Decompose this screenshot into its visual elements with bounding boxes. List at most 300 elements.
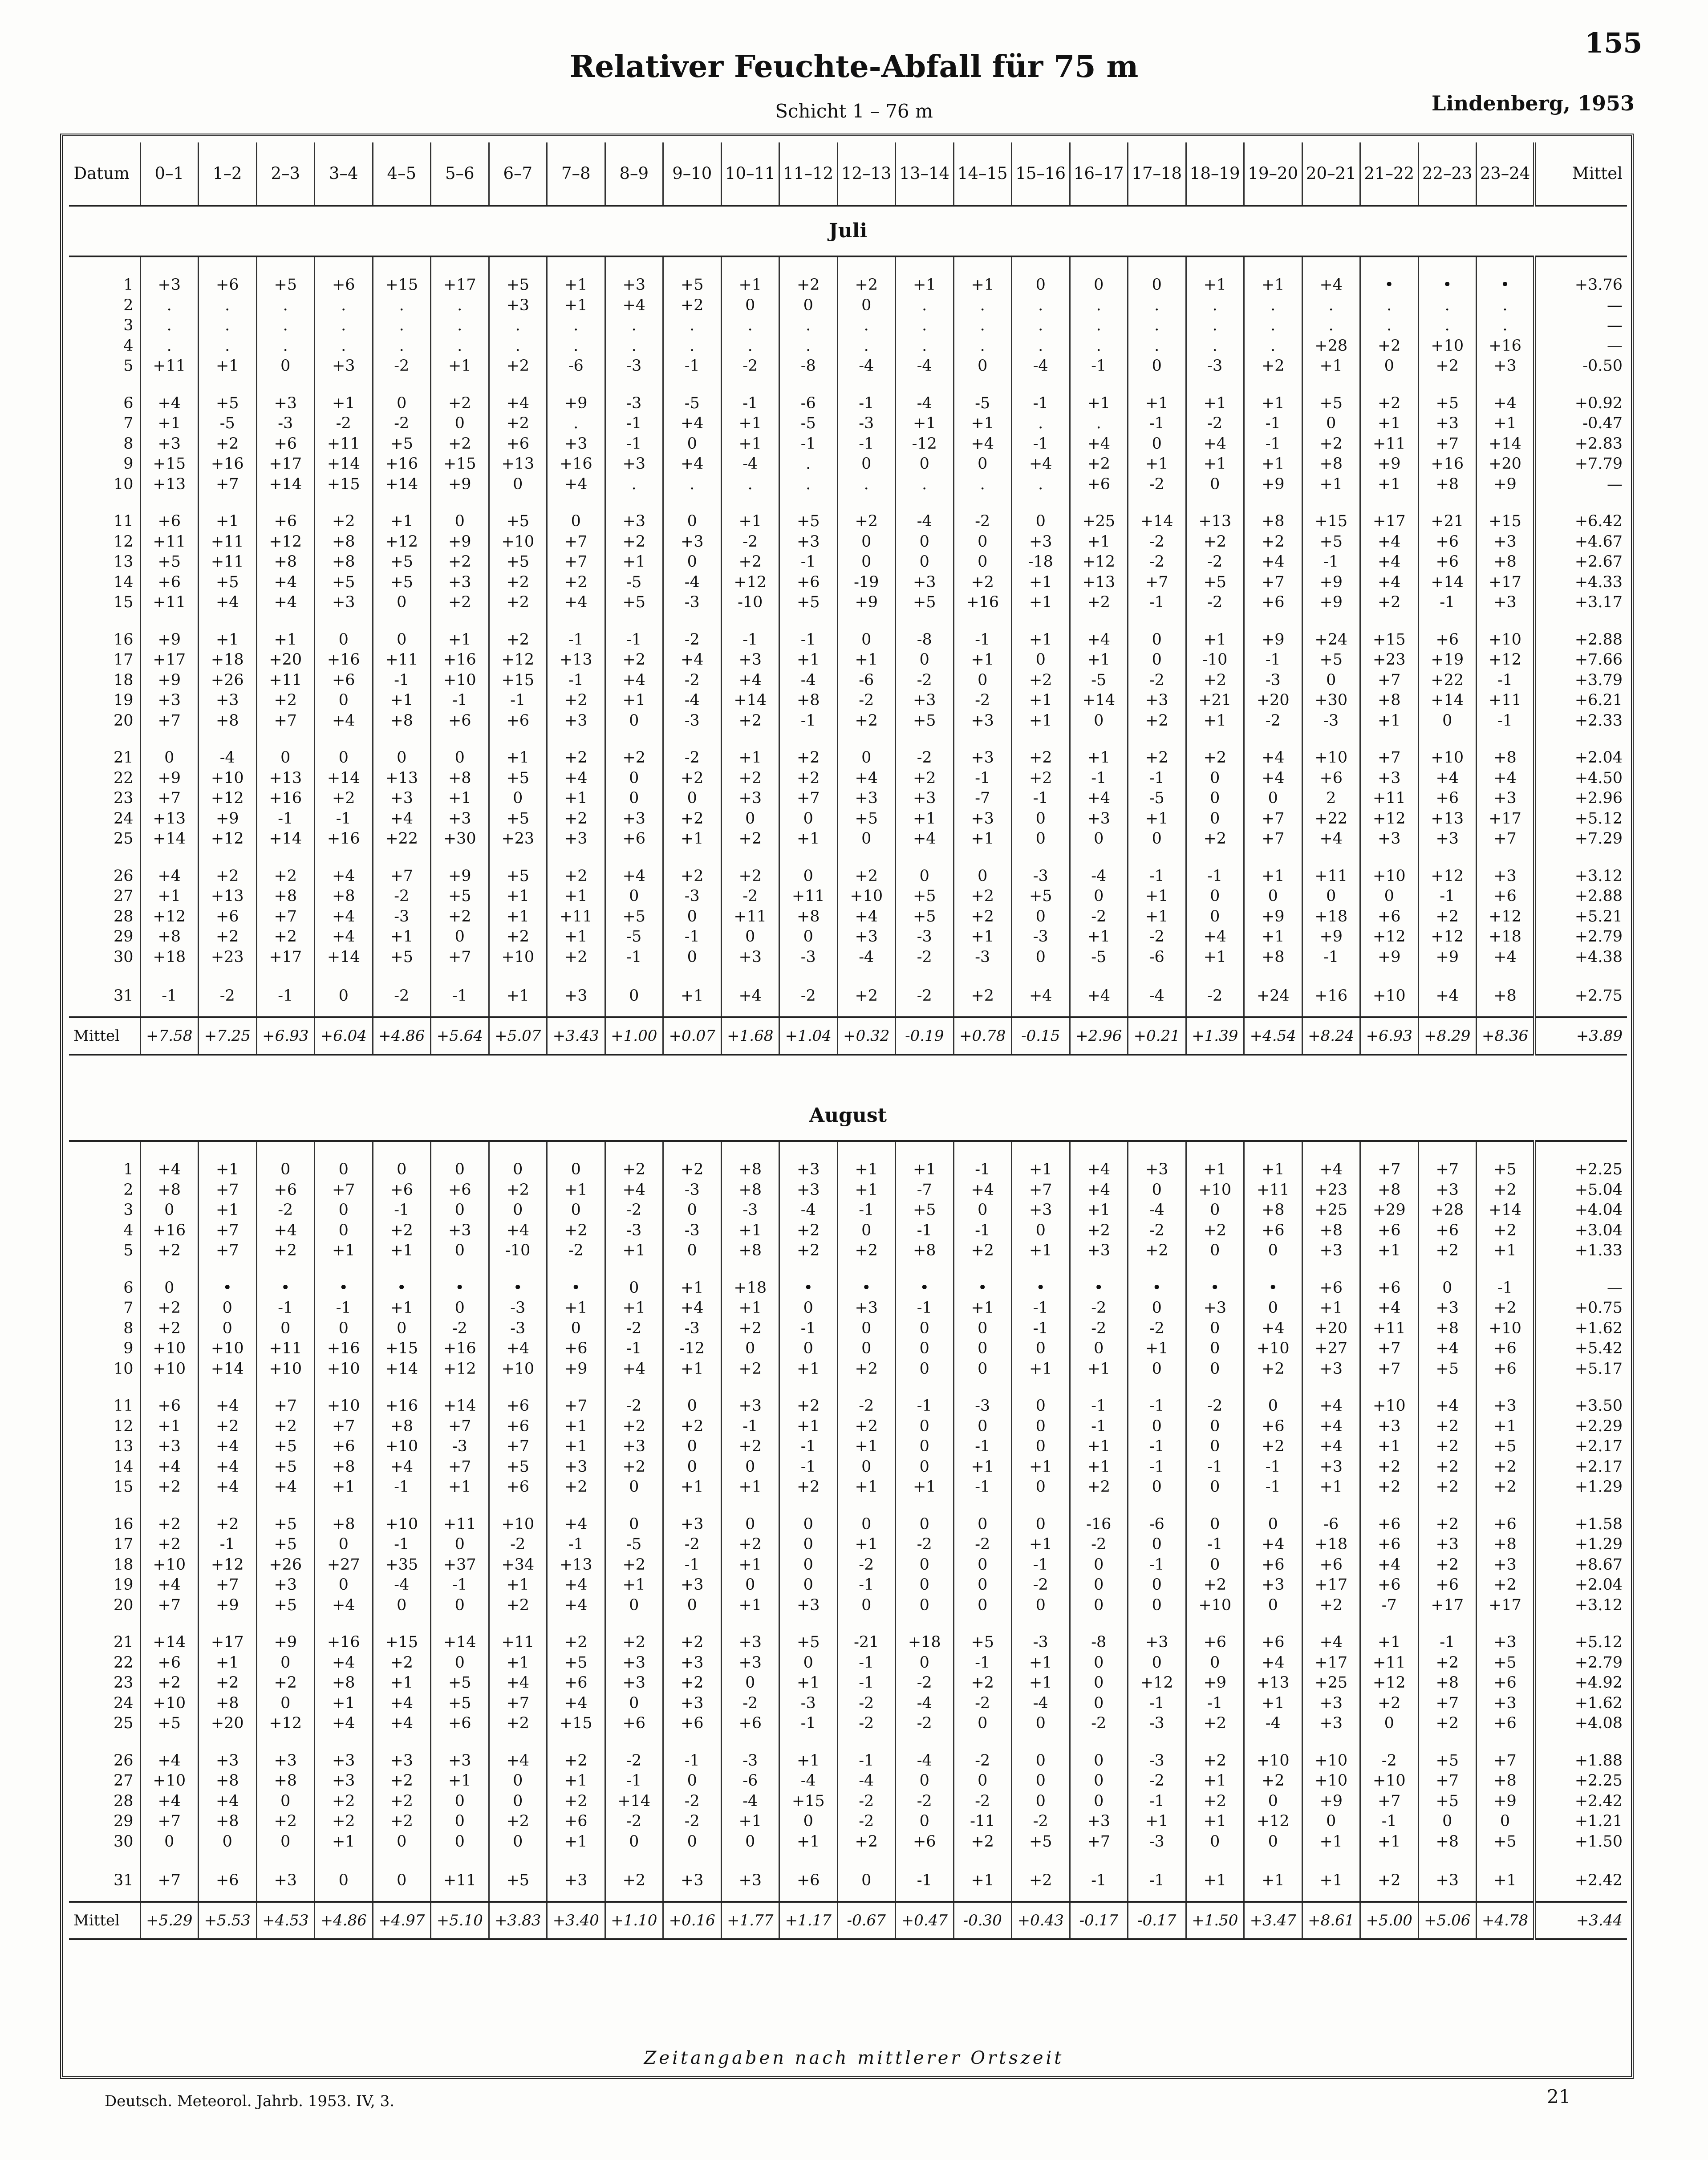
month-name: Juli bbox=[69, 206, 1627, 256]
hour-mean: +7.25 bbox=[199, 1017, 257, 1055]
day-numbers: 6 7 8 9 10 bbox=[113, 394, 134, 493]
hour-mean: +0.21 bbox=[1128, 1017, 1186, 1055]
hour-values: +2 0 0 0 +2 bbox=[1186, 742, 1244, 860]
hour-values: +2 +3 +2 +6 +17 bbox=[1418, 1508, 1477, 1627]
day-numbers: 31 bbox=[113, 987, 134, 1005]
hour-values: +1 bbox=[953, 1863, 1012, 1902]
hour-values: +6 +4 +13 +1 -4 bbox=[1244, 1626, 1302, 1745]
hour-values: 0 0 0 +1 0 bbox=[1012, 1390, 1070, 1508]
day-group-row bbox=[69, 1745, 1627, 1863]
hour-values: +3 -1 +2 0 +1 bbox=[721, 1390, 779, 1508]
hour-values: 0 +1 -2 -1 0 bbox=[837, 1508, 896, 1627]
hour-values: 0 0 0 -2 +5 bbox=[1012, 1745, 1070, 1863]
hour-values: +3 +2 +2 +2 0 bbox=[373, 1745, 431, 1863]
daily-mean-values: +0.92 -0.47 +2.83 +7.79 — bbox=[1534, 387, 1627, 506]
hour-values: +8 +2 +4 +7 +6 bbox=[1244, 505, 1302, 624]
hour-values: -1 bbox=[431, 978, 489, 1017]
monthly-mean-row bbox=[69, 1017, 1627, 1055]
hour-values: • -1 0 +16 +10 bbox=[315, 1272, 373, 1390]
hour-mean: +0.43 bbox=[1012, 1902, 1070, 1939]
hour-values: +5 +2 +14 +2 +1 bbox=[1477, 1141, 1535, 1272]
header-hour: 17–18 bbox=[1128, 142, 1186, 206]
hour-values: 0 +4 +3 +5 0 bbox=[837, 742, 896, 860]
hour-values: 0 +1 -6 -2 +2 bbox=[837, 624, 896, 742]
header-hour: 8–9 bbox=[605, 142, 663, 206]
hour-values: -4 0 0 +3 +5 bbox=[896, 505, 954, 624]
hour-values: +1 +16 +10 -1 +6 bbox=[431, 624, 489, 742]
hour-values: +3 +1 +5 +2 +2 bbox=[1477, 1390, 1535, 1508]
daily-mean-values: +3.50 +2.29 +2.17 +2.17 +1.29 bbox=[1534, 1390, 1627, 1508]
hour-values: +15 +2 +1 +4 +4 bbox=[373, 1626, 431, 1745]
hour-values: • 0 -1 0 +1 bbox=[779, 1272, 838, 1390]
hour-mean: +1.68 bbox=[721, 1017, 779, 1055]
hour-mean: +3.47 bbox=[1244, 1902, 1302, 1939]
hour-values: +1 . . . -3 bbox=[1186, 256, 1244, 387]
hour-mean: -0.15 bbox=[1012, 1017, 1070, 1055]
hour-values: -8 0 -2 +3 +5 bbox=[896, 624, 954, 742]
hour-values: -3 +5 0 -3 0 bbox=[1012, 860, 1070, 978]
hour-mean: +0.07 bbox=[663, 1017, 722, 1055]
day-numbers: 26 27 28 29 30 bbox=[113, 1751, 134, 1851]
hour-values: -6 +18 +6 +17 +2 bbox=[1302, 1508, 1360, 1627]
hour-values: +7 +2 +5 +5 +4 bbox=[256, 1390, 315, 1508]
hour-values: +7 +1 +1 +3 +2 bbox=[547, 1390, 605, 1508]
hour-mean: +1.17 bbox=[779, 1902, 838, 1939]
daily-mean-values: +2.42 bbox=[1534, 1863, 1627, 1902]
hour-values: -1 +2 +4 +1 0 bbox=[605, 624, 663, 742]
hour-values: 0 +2 0 +4 -10 bbox=[489, 1141, 547, 1272]
sheet-number: 21 bbox=[1547, 2086, 1571, 2107]
hour-values: +5 +2 . . -1 bbox=[663, 256, 722, 387]
header-hour: 20–21 bbox=[1302, 142, 1360, 206]
hour-values: 0 +8 +1 +3 +30 bbox=[431, 742, 489, 860]
mittel-label: Mittel bbox=[69, 1902, 140, 1939]
hour-mean: +5.10 bbox=[431, 1902, 489, 1939]
hour-values: +15 +5 -1 +9 +9 bbox=[1302, 505, 1360, 624]
hour-values: -3 -6 -4 +1 0 bbox=[721, 1745, 779, 1863]
hour-values: +2 -3 0 -1 0 bbox=[663, 860, 722, 978]
hour-mean: +0.32 bbox=[837, 1017, 896, 1055]
day-group-row bbox=[69, 256, 1627, 387]
hour-values: -3 0 -1 +1 -1 bbox=[953, 1390, 1012, 1508]
hour-values: +1 +10 0 +2 0 bbox=[1186, 1141, 1244, 1272]
hour-values: -5 +1 +4 0 . bbox=[953, 387, 1012, 506]
hour-values: +1 +5 0 +5 +23 bbox=[489, 742, 547, 860]
hour-values: +5 0 +2 +8 +1 bbox=[1302, 387, 1360, 506]
day-group-row bbox=[69, 1863, 1627, 1902]
hour-values: +9 +5 +2 0 +7 bbox=[431, 860, 489, 978]
hour-values: +10 +2 0 +12 0 bbox=[1244, 1745, 1302, 1863]
hour-values: +4 bbox=[1012, 978, 1070, 1017]
hour-values: -1 0 0 0 +1 bbox=[896, 1390, 954, 1508]
hour-values: -1 bbox=[256, 978, 315, 1017]
hour-values: +1 . . . 0 bbox=[953, 256, 1012, 387]
hour-values: +4 -1 +13 +4 +4 bbox=[547, 1508, 605, 1627]
header-hour: 0–1 bbox=[140, 142, 199, 206]
hour-values: 0 bbox=[837, 1863, 896, 1902]
hour-values: +1 bbox=[1244, 1863, 1302, 1902]
header-hour: 11–12 bbox=[779, 142, 838, 206]
hour-values: -21 -1 -1 -2 -2 bbox=[837, 1626, 896, 1745]
hour-values: +1 +4 -3 -12 +1 bbox=[663, 1272, 722, 1390]
hour-values: +1 +7 +1 +7 +7 bbox=[199, 1141, 257, 1272]
hour-values: +7 +3 +28 +6 +2 bbox=[1418, 1141, 1477, 1272]
hour-mean: +8.24 bbox=[1302, 1017, 1360, 1055]
hour-values: +1 -2 +2 +12 -10 bbox=[721, 505, 779, 624]
hour-values: -1 . -1 +4 . bbox=[1012, 387, 1070, 506]
hour-values: +4 0 0 +2 0 bbox=[489, 1745, 547, 1863]
hour-values: +9 -1 -3 +20 -2 bbox=[1244, 624, 1302, 742]
day-numbers: 31 bbox=[113, 1872, 134, 1889]
hour-values: 0 -2 0 0 0 bbox=[896, 1508, 954, 1627]
hour-values: +6 +6 +7 +5 +6 bbox=[489, 1390, 547, 1508]
hour-values: 0 +11 +8 0 -3 bbox=[779, 860, 838, 978]
hour-mean: +0.16 bbox=[663, 1902, 722, 1939]
hour-values: • +3 0 0 +2 bbox=[837, 1272, 896, 1390]
header-hour: 12–13 bbox=[837, 142, 896, 206]
hour-values: +6 +11 +5 +6 +11 bbox=[140, 505, 199, 624]
hour-values: +6 . . . +3 bbox=[315, 256, 373, 387]
hour-values: +2 +2 +7 0 +1 bbox=[779, 742, 838, 860]
hour-values: 0 +13 +3 +4 +22 bbox=[373, 742, 431, 860]
hour-values: +2 +2 -1 0 0 bbox=[1012, 742, 1070, 860]
hour-values: +2 +1 +11 +1 +2 bbox=[547, 860, 605, 978]
hour-values: -1 +2 +10 +6 +6 bbox=[1477, 1272, 1535, 1390]
hour-values: +7 +8 +29 +6 +1 bbox=[1360, 1141, 1419, 1272]
hour-values: • 0 0 +10 +14 bbox=[199, 1272, 257, 1390]
hour-mean: -0.67 bbox=[837, 1902, 896, 1939]
hour-values: 0 +13 +16 -1 +14 bbox=[256, 742, 315, 860]
hour-values: 0 -5 +2 +1 0 bbox=[605, 1508, 663, 1627]
hour-values: +4 +17 +25 +3 +3 bbox=[1302, 1626, 1360, 1745]
hour-mean: +1.39 bbox=[1186, 1017, 1244, 1055]
daily-mean-values: +2.25 +5.04 +4.04 +3.04 +1.33 bbox=[1534, 1141, 1627, 1272]
hour-values: +3 bbox=[721, 1863, 779, 1902]
hour-values: -1 +13 -1 +2 +3 bbox=[547, 624, 605, 742]
header-row bbox=[69, 142, 1627, 206]
hour-values: +6 +1 +3 +4 +2 bbox=[140, 1390, 199, 1508]
hour-values: +10 +10 +9 0 +1 bbox=[1302, 1745, 1360, 1863]
hour-values: +10 +7 +6 +8 +1 bbox=[315, 1390, 373, 1508]
hour-values: +11 +1 +4 +7 +2 bbox=[489, 1626, 547, 1745]
hour-values: -3 -2 -1 +1 -3 bbox=[1128, 1745, 1186, 1863]
table-body bbox=[69, 142, 1627, 1939]
day-group-row bbox=[69, 624, 1627, 742]
hour-values: 0 +2 0 0 +1 bbox=[663, 1390, 722, 1508]
hour-values: +10 +4 +6 +13 +3 bbox=[1418, 742, 1477, 860]
hour-values: +2 +10 +4 +3 -4 bbox=[837, 860, 896, 978]
hour-values: +3 +5 +6 +3 +6 bbox=[1477, 1626, 1535, 1745]
hour-values: +3 -2 -1 +3 0 bbox=[663, 1508, 722, 1627]
hour-values: +15 . . . -2 bbox=[373, 256, 431, 387]
daily-mean-values: +5.12 +2.79 +4.92 +1.62 +4.08 bbox=[1534, 1626, 1627, 1745]
hour-values: -1 -1 +1 +1 +2 bbox=[1070, 1390, 1128, 1508]
day-group-row bbox=[69, 1508, 1627, 1627]
day-group-row bbox=[69, 387, 1627, 506]
hour-values: +6 +6 +4 +6 -7 bbox=[1360, 1508, 1419, 1627]
hour-values: +4 +2 +2 +2 +2 bbox=[1418, 1390, 1477, 1508]
daily-mean-values: +2.04 +4.50 +2.96 +5.12 +7.29 bbox=[1534, 742, 1627, 860]
hour-values: +2 +5 +6 +4 +15 bbox=[547, 1626, 605, 1745]
hour-values: -2 +2 +3 +2 0 bbox=[605, 1390, 663, 1508]
hour-values: +2 -1 +12 +7 +9 bbox=[199, 1508, 257, 1627]
hour-values: -2 bbox=[896, 978, 954, 1017]
hour-values: 0 +2 +1 0 +1 bbox=[721, 1508, 779, 1627]
hour-mean: +0.78 bbox=[953, 1017, 1012, 1055]
hour-values: 0 +2 +2 +1 -3 bbox=[953, 860, 1012, 978]
hour-values: +2 0 . . -8 bbox=[779, 256, 838, 387]
hour-values: +14 0 +5 +5 +6 bbox=[431, 1626, 489, 1745]
hour-values: 0 +1 -1 -2 0 bbox=[1012, 1508, 1070, 1627]
hour-values: 0 +3 0 -4 -3 bbox=[663, 505, 722, 624]
hour-values: -8 0 0 0 -2 bbox=[1070, 1626, 1128, 1745]
hour-values: +2 +13 +6 +2 +23 bbox=[199, 860, 257, 978]
journal-reference: Deutsch. Meteorol. Jahrb. 1953. IV, 3. bbox=[105, 2092, 395, 2110]
hour-values: +1 +1 -1 0 +2 bbox=[837, 1141, 896, 1272]
day-group-row bbox=[69, 1141, 1627, 1272]
daily-mean-values: +3.12 +2.88 +5.21 +2.79 +4.38 bbox=[1534, 860, 1627, 978]
hour-values: -1 bbox=[1070, 1863, 1128, 1902]
hour-values: +2 +12 +15 -1 +6 bbox=[489, 624, 547, 742]
hour-mean: -0.30 bbox=[953, 1902, 1012, 1939]
header-hour: 6–7 bbox=[489, 142, 547, 206]
hour-values: +24 bbox=[1244, 978, 1302, 1017]
hour-values: -1 +3 +4 +14 +2 bbox=[721, 624, 779, 742]
hour-values: +4 +23 +25 +8 +3 bbox=[1302, 1141, 1360, 1272]
daily-mean-values: +1.88 +2.25 +2.42 +1.21 +1.50 bbox=[1534, 1745, 1627, 1863]
hour-values: -1 0 0 +4 +1 bbox=[1186, 860, 1244, 978]
header-hour: 22–23 bbox=[1418, 142, 1477, 206]
hour-values: +1 +18 +26 +3 +8 bbox=[199, 624, 257, 742]
time-footnote: Zeitangaben nach mittlerer Ortszeit bbox=[644, 2048, 1064, 2068]
day-group-row bbox=[69, 978, 1627, 1017]
hour-values: +3 bbox=[547, 978, 605, 1017]
hour-values: +3 0 +12 -1 -3 bbox=[1128, 1626, 1186, 1745]
hour-mean: +1.77 bbox=[721, 1902, 779, 1939]
hour-values: • -2 -2 0 +1 bbox=[1070, 1272, 1128, 1390]
hour-values: +3 +4 . . -3 bbox=[605, 256, 663, 387]
header-hour: 19–20 bbox=[1244, 142, 1302, 206]
day-group-row bbox=[69, 1626, 1627, 1745]
hour-mean: +8.29 bbox=[1418, 1017, 1477, 1055]
hour-values: -1 0 -1 -1 0 bbox=[1128, 1390, 1186, 1508]
hour-values: +1 +2 +3 0 +2 bbox=[721, 742, 779, 860]
hour-values: +25 +1 +12 +13 +2 bbox=[1070, 505, 1128, 624]
hour-values: +4 +8 +4 +4 +14 bbox=[315, 860, 373, 978]
hour-values: +4 +1 +14 +20 +9 bbox=[1477, 387, 1535, 506]
hour-values: 0 +4 +6 +3 0 bbox=[1244, 1508, 1302, 1627]
hour-values: +3 +3 0 -2 +6 bbox=[721, 1626, 779, 1745]
monthly-mean-row bbox=[69, 1902, 1627, 1939]
header-datum: Datum bbox=[69, 142, 140, 206]
hour-values: • +1 0 +15 +14 bbox=[373, 1272, 431, 1390]
hour-values: +3 bbox=[1418, 1863, 1477, 1902]
hour-values: +5 +1 +1 +2 +10 bbox=[489, 860, 547, 978]
hour-values: 0 +6 -1 +2 +1 bbox=[373, 1141, 431, 1272]
overall-mean: +3.44 bbox=[1534, 1902, 1627, 1939]
hour-values: +3 +6 +12 +18 +4 bbox=[1477, 860, 1535, 978]
header-hour: 10–11 bbox=[721, 142, 779, 206]
day-numbers: 1 2 3 4 5 bbox=[123, 276, 134, 375]
day-numbers: 16 17 18 19 20 bbox=[113, 630, 134, 730]
hour-values: +14 +6 +2 +10 +5 bbox=[140, 1626, 199, 1745]
month-row bbox=[69, 206, 1627, 256]
hour-values: -4 0 -2 0 +6 bbox=[896, 1745, 954, 1863]
hour-values: +1 +7 +3 0 +1 bbox=[1012, 1141, 1070, 1272]
hour-values: +3 +8 0 +2 0 bbox=[256, 1745, 315, 1863]
hour-values: +24 +5 0 +30 -3 bbox=[1302, 624, 1360, 742]
hour-mean: +5.53 bbox=[199, 1902, 257, 1939]
daily-mean-values: +2.75 bbox=[1534, 978, 1627, 1017]
hour-values: -1 +4 0 -1 +2 bbox=[953, 1141, 1012, 1272]
hour-values: 0 +6 0 +3 0 bbox=[431, 1141, 489, 1272]
hour-values: 0 +11 -1 +1 +8 bbox=[373, 624, 431, 742]
hour-values: -5 +4 0 +4 . bbox=[663, 387, 722, 506]
hour-mean: +6.04 bbox=[315, 1017, 373, 1055]
hour-values: +1 -7 +5 -1 +8 bbox=[896, 1141, 954, 1272]
hour-values: +4 +4 0 +7 +7 bbox=[1244, 742, 1302, 860]
station-year: Lindenberg, 1953 bbox=[1431, 91, 1635, 115]
hour-values: -1 -3 -1 0 . bbox=[837, 387, 896, 506]
hour-values: +1 +11 +11 +5 +4 bbox=[199, 505, 257, 624]
hour-values: +1 bbox=[489, 978, 547, 1017]
header-hour: 21–22 bbox=[1360, 142, 1419, 206]
header-hour: 23–24 bbox=[1477, 142, 1535, 206]
hour-values: +8 bbox=[1477, 978, 1535, 1017]
hour-values: +1 . . . +2 bbox=[1244, 256, 1302, 387]
hour-values: +1 +11 +8 +6 0 bbox=[1244, 1141, 1302, 1272]
hour-values: +2 0 0 -19 +9 bbox=[837, 505, 896, 624]
hour-values: +5 +7 +5 0 +8 bbox=[1418, 1745, 1477, 1863]
header-hour: 3–4 bbox=[315, 142, 373, 206]
hour-values: • -1 -1 0 +1 bbox=[1012, 1272, 1070, 1390]
hour-values: +15 +23 +7 +8 +1 bbox=[1360, 624, 1419, 742]
hour-values: +1 . . . -4 bbox=[896, 256, 954, 387]
hour-values: -4 +10 +12 +9 +12 bbox=[199, 742, 257, 860]
day-numbers: 26 27 28 29 30 bbox=[113, 867, 134, 966]
hour-values: +2 +8 +7 +2 +17 bbox=[256, 860, 315, 978]
hour-values: +18 0 -2 -4 -2 bbox=[896, 1626, 954, 1745]
hour-mean: +5.06 bbox=[1418, 1902, 1477, 1939]
hour-values: +3 +1 0 0 0 bbox=[431, 1745, 489, 1863]
hour-values: +1 -10 +2 +21 +1 bbox=[1186, 624, 1244, 742]
hour-values: • -1 0 0 0 bbox=[896, 1272, 954, 1390]
hour-values: +2 +1 +2 +6 +1 bbox=[547, 1745, 605, 1863]
header-hour: 1–2 bbox=[199, 142, 257, 206]
hour-values: +12 -1 +2 +12 +9 bbox=[1418, 860, 1477, 978]
hour-values: +7 bbox=[140, 1863, 199, 1902]
hour-values: +5 -5 +2 +16 +7 bbox=[199, 387, 257, 506]
header-hour: 9–10 bbox=[663, 142, 722, 206]
hour-mean: +4.54 bbox=[1244, 1017, 1302, 1055]
hour-values: +1 -1 0 +1 -2 bbox=[1128, 387, 1186, 506]
hour-mean: +4.86 bbox=[315, 1902, 373, 1939]
hour-values: 0 +2 +2 +10 +10 bbox=[140, 1272, 199, 1390]
hour-values: +3 bbox=[256, 1863, 315, 1902]
hour-values: 0 +6 -2 +4 +2 bbox=[256, 1141, 315, 1272]
hour-values: +10 0 +6 +12 +9 bbox=[1360, 860, 1419, 978]
day-numbers: 1 2 3 4 5 bbox=[123, 1161, 134, 1259]
hour-values: +8 0 +27 0 +4 bbox=[315, 1508, 373, 1627]
hour-values: +11 0 +18 +9 -1 bbox=[1302, 860, 1360, 978]
daily-mean-values: +1.58 +1.29 +8.67 +2.04 +3.12 bbox=[1534, 1508, 1627, 1627]
hour-mean: +5.07 bbox=[489, 1017, 547, 1055]
hour-values: -2 +2 +3 +1 +4 bbox=[896, 742, 954, 860]
hour-mean: +5.64 bbox=[431, 1017, 489, 1055]
header-hour: 16–17 bbox=[1070, 142, 1128, 206]
hour-values: +1 -2 +11 +14 +15 bbox=[315, 387, 373, 506]
hour-mean: +1.00 bbox=[605, 1017, 663, 1055]
day-numbers: 11 12 13 14 15 bbox=[113, 1397, 134, 1496]
hour-values: 0 0 -2 +3 +2 bbox=[1128, 624, 1186, 742]
hour-values: 0 +14 +2 -1 +16 bbox=[315, 742, 373, 860]
daily-mean-values: +3.76 — — — -0.50 bbox=[1534, 256, 1627, 387]
day-group-row bbox=[69, 1272, 1627, 1390]
hour-values: -2 0 -2 -11 +2 bbox=[953, 1745, 1012, 1863]
hour-values: +5 +3 +7 +16 +8 bbox=[1418, 387, 1477, 506]
hour-values: +5 0 +1 -3 -1 bbox=[779, 1626, 838, 1745]
hour-values: +2 bbox=[605, 1863, 663, 1902]
hour-values: • 0 -2 +1 0 bbox=[1128, 1272, 1186, 1390]
hour-mean: +3.83 bbox=[489, 1902, 547, 1939]
hour-values: +7 +8 +9 0 +5 bbox=[1477, 1745, 1535, 1863]
page-title: Relativer Feuchte-Abfall für 75 m bbox=[569, 49, 1139, 85]
month-gap-cell bbox=[69, 1055, 1627, 1091]
hour-values: 0 +1 -2 -1 +4 bbox=[605, 1272, 663, 1390]
hour-mean: +6.93 bbox=[1360, 1017, 1419, 1055]
hour-values: -2 bbox=[199, 978, 257, 1017]
hour-values: 0 -1 0 +2 +10 bbox=[1186, 1508, 1244, 1627]
hour-values: 0 . . . -4 bbox=[1012, 256, 1070, 387]
header-hour: 2–3 bbox=[256, 142, 315, 206]
hour-values: +6 +12 +8 +4 +4 bbox=[256, 505, 315, 624]
hour-values: 0 -2 0 0 0 bbox=[953, 1508, 1012, 1627]
hour-values: +11 bbox=[431, 1863, 489, 1902]
hour-values: -1 +1 -4 +8 -1 bbox=[779, 624, 838, 742]
hour-values: 0 bbox=[315, 978, 373, 1017]
hour-values: 0 +7 0 0 +1 bbox=[315, 1141, 373, 1272]
hour-values: +9 . +3 +16 +4 bbox=[547, 387, 605, 506]
day-numbers: 21 22 23 24 25 bbox=[113, 1633, 134, 1732]
hour-values: +3 +2 +1 -5 +5 bbox=[605, 505, 663, 624]
hour-values: +14 +7 -3 +7 +1 bbox=[431, 1390, 489, 1508]
hour-values: 0 +3 -18 +1 +1 bbox=[1012, 505, 1070, 624]
daily-mean-values: +2.88 +7.66 +3.79 +6.21 +2.33 bbox=[1534, 624, 1627, 742]
hour-values: -2 bbox=[1186, 978, 1244, 1017]
hour-mean: +3.43 bbox=[547, 1017, 605, 1055]
hour-values: +5 . . . 0 bbox=[256, 256, 315, 387]
hour-mean: +4.78 bbox=[1477, 1902, 1535, 1939]
day-numbers: 16 17 18 19 20 bbox=[113, 1515, 134, 1614]
hour-values: +17 . . . +1 bbox=[431, 256, 489, 387]
hour-values: +5 bbox=[489, 1863, 547, 1902]
hour-values: +1 bbox=[1186, 1863, 1244, 1902]
hour-values: +5 +5 +26 +3 +5 bbox=[256, 1508, 315, 1627]
day-group-row bbox=[69, 1390, 1627, 1508]
month-gap bbox=[69, 1055, 1627, 1091]
hour-values: -1 bbox=[140, 978, 199, 1017]
hour-values: -1 -4 -2 -2 +2 bbox=[837, 1745, 896, 1863]
header-hour: 14–15 bbox=[953, 142, 1012, 206]
hour-values: +15 +3 +8 +17 +3 bbox=[1477, 505, 1535, 624]
hour-values: -2 +4 -2 -4 -3 bbox=[663, 624, 722, 742]
page-number: 155 bbox=[1585, 27, 1643, 59]
hour-values: +1 -2 +4 +1 0 bbox=[1186, 387, 1244, 506]
hour-values: +3 +3 -4 +2 +2 bbox=[779, 1141, 838, 1272]
hour-mean: +7.58 bbox=[140, 1017, 199, 1055]
hour-values: +2 -2 +11 0 +3 bbox=[721, 860, 779, 978]
hour-values: -2 bbox=[779, 978, 838, 1017]
